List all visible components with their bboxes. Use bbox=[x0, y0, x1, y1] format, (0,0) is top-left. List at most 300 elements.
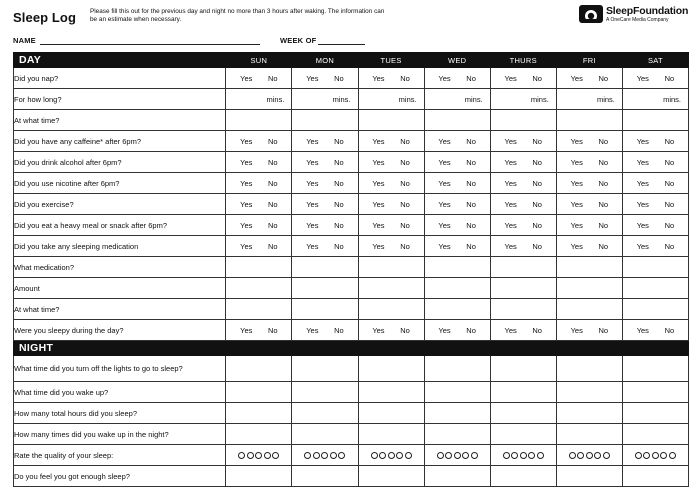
no-option[interactable]: No bbox=[532, 325, 542, 335]
answer-cell-mon[interactable] bbox=[292, 403, 358, 424]
answer-cell-sun[interactable] bbox=[226, 466, 292, 487]
answer-cell-fri[interactable] bbox=[556, 424, 622, 445]
answer-cell-mon[interactable] bbox=[292, 320, 358, 341]
answer-cell-sat[interactable] bbox=[622, 236, 688, 257]
rating-circle[interactable] bbox=[396, 452, 403, 459]
answer-cell-wed[interactable] bbox=[424, 278, 490, 299]
yes-option[interactable]: Yes bbox=[240, 220, 253, 230]
answer-cell-sun[interactable] bbox=[226, 257, 292, 278]
answer-cell-mon[interactable] bbox=[292, 356, 358, 382]
rating-circle[interactable] bbox=[454, 452, 461, 459]
answer-cell-fri[interactable] bbox=[556, 236, 622, 257]
no-option[interactable]: No bbox=[598, 157, 609, 167]
table-row bbox=[14, 299, 689, 320]
question-label: Amount bbox=[14, 278, 226, 299]
answer-cell-sat[interactable] bbox=[622, 299, 688, 320]
rating-circle[interactable] bbox=[511, 452, 518, 459]
yes-option[interactable]: Yes bbox=[504, 73, 517, 83]
answer-cell-sun[interactable] bbox=[226, 236, 292, 257]
yes-option[interactable]: Yes bbox=[240, 241, 253, 251]
no-option[interactable]: No bbox=[598, 73, 609, 83]
no-option[interactable]: No bbox=[598, 325, 609, 335]
yes-option[interactable]: Yes bbox=[240, 178, 253, 188]
rating-circle[interactable] bbox=[445, 452, 452, 459]
no-option[interactable]: No bbox=[334, 136, 344, 146]
answer-cell-thurs[interactable] bbox=[490, 110, 556, 131]
yes-option[interactable]: Yes bbox=[372, 241, 385, 251]
answer-cell-sun[interactable] bbox=[226, 68, 292, 89]
no-option[interactable]: No bbox=[268, 178, 278, 188]
answer-cell-wed[interactable] bbox=[424, 403, 490, 424]
yes-option[interactable]: Yes bbox=[636, 178, 649, 188]
rating-circle[interactable] bbox=[437, 452, 444, 459]
no-option[interactable]: No bbox=[598, 241, 609, 251]
no-option[interactable]: No bbox=[400, 136, 410, 146]
day-header-fri bbox=[556, 341, 622, 356]
yes-option[interactable]: Yes bbox=[438, 325, 451, 335]
yes-option[interactable]: Yes bbox=[372, 220, 385, 230]
answer-cell-mon[interactable] bbox=[292, 110, 358, 131]
answer-cell-wed[interactable] bbox=[424, 173, 490, 194]
no-option[interactable]: No bbox=[532, 157, 542, 167]
answer-cell-mon[interactable] bbox=[292, 68, 358, 89]
no-option[interactable]: No bbox=[334, 199, 344, 209]
no-option[interactable]: No bbox=[466, 136, 476, 146]
no-option[interactable]: No bbox=[466, 220, 476, 230]
answer-cell-tues[interactable] bbox=[358, 356, 424, 382]
answer-cell-tues[interactable] bbox=[358, 445, 424, 466]
answer-cell-sun[interactable] bbox=[226, 424, 292, 445]
yes-option[interactable]: Yes bbox=[504, 325, 517, 335]
yes-option[interactable]: Yes bbox=[240, 136, 253, 146]
table-row bbox=[14, 215, 689, 236]
yes-option[interactable]: Yes bbox=[306, 325, 319, 335]
no-option[interactable]: No bbox=[466, 157, 476, 167]
yes-no-options bbox=[226, 158, 291, 167]
answer-cell-thurs[interactable] bbox=[490, 356, 556, 382]
no-option[interactable]: No bbox=[268, 199, 278, 209]
yes-option[interactable]: Yes bbox=[570, 325, 583, 335]
yes-option[interactable]: Yes bbox=[372, 136, 385, 146]
answer-cell-sat[interactable] bbox=[622, 152, 688, 173]
answer-cell-tues[interactable] bbox=[358, 278, 424, 299]
no-option[interactable]: No bbox=[400, 178, 410, 188]
day-header-mon bbox=[292, 341, 358, 356]
answer-cell-tues[interactable] bbox=[358, 194, 424, 215]
yes-no-options bbox=[623, 200, 688, 209]
no-option[interactable]: No bbox=[268, 73, 278, 83]
yes-option[interactable]: Yes bbox=[306, 220, 319, 230]
answer-cell-sun[interactable] bbox=[226, 110, 292, 131]
rating-circle[interactable] bbox=[338, 452, 345, 459]
yes-option[interactable]: Yes bbox=[372, 199, 385, 209]
answer-cell-thurs[interactable] bbox=[490, 215, 556, 236]
day-header-wed: WED bbox=[424, 53, 490, 68]
yes-no-options bbox=[292, 179, 357, 188]
answer-cell-mon[interactable] bbox=[292, 424, 358, 445]
answer-cell-sat[interactable] bbox=[622, 68, 688, 89]
answer-cell-wed[interactable] bbox=[424, 236, 490, 257]
day-section-label: DAY bbox=[14, 53, 226, 68]
no-option[interactable]: No bbox=[532, 220, 542, 230]
rating-circle[interactable] bbox=[379, 452, 386, 459]
no-option[interactable]: No bbox=[664, 73, 675, 83]
no-option[interactable]: No bbox=[532, 199, 542, 209]
yes-option[interactable]: Yes bbox=[372, 73, 385, 83]
rating-circle[interactable] bbox=[371, 452, 378, 459]
no-option[interactable]: No bbox=[268, 157, 278, 167]
no-option[interactable]: No bbox=[664, 178, 675, 188]
answer-cell-mon[interactable] bbox=[292, 382, 358, 403]
rating-circle[interactable] bbox=[272, 452, 279, 459]
answer-cell-thurs[interactable] bbox=[490, 445, 556, 466]
yes-option[interactable]: Yes bbox=[240, 157, 253, 167]
answer-cell-sun[interactable] bbox=[226, 194, 292, 215]
answer-cell-tues[interactable] bbox=[358, 110, 424, 131]
answer-cell-wed[interactable] bbox=[424, 445, 490, 466]
answer-cell-thurs[interactable] bbox=[490, 320, 556, 341]
yes-option[interactable]: Yes bbox=[504, 241, 517, 251]
rating-circle[interactable] bbox=[255, 452, 262, 459]
answer-cell-sun[interactable] bbox=[226, 356, 292, 382]
no-option[interactable]: No bbox=[268, 220, 278, 230]
answer-cell-fri[interactable] bbox=[556, 356, 622, 382]
yes-option[interactable]: Yes bbox=[636, 73, 649, 83]
answer-cell-tues[interactable] bbox=[358, 215, 424, 236]
no-option[interactable]: No bbox=[664, 325, 675, 335]
answer-cell-tues[interactable] bbox=[358, 236, 424, 257]
answer-cell-thurs[interactable] bbox=[490, 131, 556, 152]
answer-cell-tues[interactable] bbox=[358, 403, 424, 424]
rating-circle[interactable] bbox=[264, 452, 271, 459]
answer-cell-fri[interactable] bbox=[556, 320, 622, 341]
answer-cell-wed[interactable] bbox=[424, 215, 490, 236]
rating-circle[interactable] bbox=[462, 452, 469, 459]
answer-cell-sun[interactable] bbox=[226, 382, 292, 403]
answer-cell-sun[interactable] bbox=[226, 445, 292, 466]
answer-cell-wed[interactable] bbox=[424, 257, 490, 278]
answer-cell-thurs[interactable] bbox=[490, 173, 556, 194]
yes-option[interactable]: Yes bbox=[438, 199, 451, 209]
rating-circle[interactable] bbox=[643, 452, 650, 459]
answer-cell-sun[interactable] bbox=[226, 173, 292, 194]
no-option[interactable]: No bbox=[532, 73, 542, 83]
answer-cell-sat[interactable] bbox=[622, 382, 688, 403]
answer-cell-sun[interactable] bbox=[226, 152, 292, 173]
answer-cell-mon[interactable] bbox=[292, 299, 358, 320]
answer-cell-sat[interactable] bbox=[622, 466, 688, 487]
yes-option[interactable]: Yes bbox=[570, 178, 583, 188]
answer-cell-sat[interactable] bbox=[622, 194, 688, 215]
answer-cell-sat[interactable] bbox=[622, 215, 688, 236]
answer-cell-mon[interactable] bbox=[292, 445, 358, 466]
answer-cell-sat[interactable] bbox=[622, 424, 688, 445]
no-option[interactable]: No bbox=[334, 73, 344, 83]
answer-cell-mon[interactable] bbox=[292, 131, 358, 152]
no-option[interactable]: No bbox=[664, 136, 675, 146]
rating-circle[interactable] bbox=[388, 452, 395, 459]
no-option[interactable]: No bbox=[664, 241, 675, 251]
answer-cell-wed[interactable] bbox=[424, 89, 490, 110]
yes-option[interactable]: Yes bbox=[306, 241, 319, 251]
rating-circle[interactable] bbox=[520, 452, 527, 459]
answer-cell-fri[interactable] bbox=[556, 194, 622, 215]
answer-cell-fri[interactable] bbox=[556, 215, 622, 236]
answer-cell-sat[interactable] bbox=[622, 320, 688, 341]
rating-circle[interactable] bbox=[321, 452, 328, 459]
answer-cell-wed[interactable] bbox=[424, 424, 490, 445]
answer-cell-sun[interactable] bbox=[226, 299, 292, 320]
no-option[interactable]: No bbox=[466, 73, 476, 83]
no-option[interactable]: No bbox=[334, 157, 344, 167]
answer-cell-mon[interactable] bbox=[292, 257, 358, 278]
answer-cell-fri[interactable] bbox=[556, 173, 622, 194]
no-option[interactable]: No bbox=[598, 178, 609, 188]
yes-option[interactable]: Yes bbox=[570, 199, 583, 209]
answer-cell-mon[interactable] bbox=[292, 215, 358, 236]
rating-circle[interactable] bbox=[471, 452, 478, 459]
yes-option[interactable]: Yes bbox=[504, 178, 517, 188]
yes-option[interactable]: Yes bbox=[570, 220, 583, 230]
rating-circle[interactable] bbox=[238, 452, 245, 459]
no-option[interactable]: No bbox=[532, 136, 542, 146]
answer-cell-tues[interactable] bbox=[358, 424, 424, 445]
answer-cell-fri[interactable] bbox=[556, 68, 622, 89]
answer-cell-sun[interactable] bbox=[226, 131, 292, 152]
answer-cell-mon[interactable] bbox=[292, 89, 358, 110]
yes-option[interactable]: Yes bbox=[372, 157, 385, 167]
answer-cell-fri[interactable] bbox=[556, 278, 622, 299]
answer-cell-fri[interactable] bbox=[556, 299, 622, 320]
yes-option[interactable]: Yes bbox=[570, 157, 583, 167]
answer-cell-thurs[interactable] bbox=[490, 403, 556, 424]
yes-option[interactable]: Yes bbox=[306, 178, 319, 188]
no-option[interactable]: No bbox=[400, 199, 410, 209]
table-row bbox=[14, 131, 689, 152]
rating-circle[interactable] bbox=[586, 452, 593, 459]
answer-cell-thurs[interactable] bbox=[490, 299, 556, 320]
answer-cell-fri[interactable] bbox=[556, 110, 622, 131]
yes-option[interactable]: Yes bbox=[570, 136, 583, 146]
no-option[interactable]: No bbox=[400, 220, 410, 230]
answer-cell-fri[interactable] bbox=[556, 445, 622, 466]
yes-option[interactable]: Yes bbox=[438, 73, 451, 83]
yes-option[interactable]: Yes bbox=[372, 178, 385, 188]
no-option[interactable]: No bbox=[466, 241, 476, 251]
yes-option[interactable]: Yes bbox=[636, 157, 649, 167]
answer-cell-sat[interactable] bbox=[622, 403, 688, 424]
no-option[interactable]: No bbox=[598, 136, 609, 146]
table-row bbox=[14, 152, 689, 173]
answer-cell-tues[interactable] bbox=[358, 382, 424, 403]
no-option[interactable]: No bbox=[664, 199, 675, 209]
answer-cell-wed[interactable] bbox=[424, 152, 490, 173]
answer-cell-sat[interactable] bbox=[622, 131, 688, 152]
yes-option[interactable]: Yes bbox=[240, 325, 253, 335]
rating-circle[interactable] bbox=[603, 452, 610, 459]
no-option[interactable]: No bbox=[400, 73, 410, 83]
name-field[interactable] bbox=[40, 44, 260, 45]
answer-cell-thurs[interactable] bbox=[490, 89, 556, 110]
yes-option[interactable]: Yes bbox=[240, 73, 253, 83]
answer-cell-mon[interactable] bbox=[292, 278, 358, 299]
answer-cell-thurs[interactable] bbox=[490, 236, 556, 257]
yes-option[interactable]: Yes bbox=[306, 157, 319, 167]
no-option[interactable]: No bbox=[268, 136, 278, 146]
answer-cell-mon[interactable] bbox=[292, 194, 358, 215]
answer-cell-fri[interactable] bbox=[556, 152, 622, 173]
rating-circle[interactable] bbox=[669, 452, 676, 459]
answer-cell-fri[interactable] bbox=[556, 466, 622, 487]
answer-cell-sat[interactable] bbox=[622, 356, 688, 382]
yes-option[interactable]: Yes bbox=[636, 136, 649, 146]
answer-cell-thurs[interactable] bbox=[490, 257, 556, 278]
yes-option[interactable]: Yes bbox=[636, 325, 649, 335]
yes-option[interactable]: Yes bbox=[504, 220, 517, 230]
answer-cell-tues[interactable] bbox=[358, 320, 424, 341]
yes-option[interactable]: Yes bbox=[438, 178, 451, 188]
rating-circle[interactable] bbox=[330, 452, 337, 459]
no-option[interactable]: No bbox=[466, 199, 476, 209]
question-label: Did you eat a heavy meal or snack after 6pm? bbox=[14, 215, 226, 236]
answer-cell-sun[interactable] bbox=[226, 89, 292, 110]
yes-no-options bbox=[359, 200, 424, 209]
answer-cell-tues[interactable] bbox=[358, 173, 424, 194]
no-option[interactable]: No bbox=[532, 178, 542, 188]
answer-cell-tues[interactable] bbox=[358, 89, 424, 110]
yes-no-options bbox=[292, 74, 357, 83]
answer-cell-tues[interactable] bbox=[358, 152, 424, 173]
no-option[interactable]: No bbox=[334, 220, 344, 230]
rating-circle[interactable] bbox=[577, 452, 584, 459]
rating-circle[interactable] bbox=[569, 452, 576, 459]
answer-cell-thurs[interactable] bbox=[490, 278, 556, 299]
yes-no-options bbox=[292, 137, 357, 146]
yes-no-options bbox=[623, 326, 688, 335]
answer-cell-sat[interactable] bbox=[622, 257, 688, 278]
answer-cell-sun[interactable] bbox=[226, 215, 292, 236]
yes-option[interactable]: Yes bbox=[372, 325, 385, 335]
rating-circle[interactable] bbox=[405, 452, 412, 459]
no-option[interactable]: No bbox=[466, 178, 476, 188]
no-option[interactable]: No bbox=[466, 325, 476, 335]
answer-cell-tues[interactable] bbox=[358, 68, 424, 89]
yes-option[interactable]: Yes bbox=[636, 241, 649, 251]
no-option[interactable]: No bbox=[334, 325, 344, 335]
yes-option[interactable]: Yes bbox=[306, 199, 319, 209]
answer-cell-tues[interactable] bbox=[358, 466, 424, 487]
answer-cell-mon[interactable] bbox=[292, 236, 358, 257]
answer-cell-tues[interactable] bbox=[358, 131, 424, 152]
no-option[interactable]: No bbox=[334, 241, 344, 251]
rating-circle[interactable] bbox=[313, 452, 320, 459]
yes-option[interactable]: Yes bbox=[438, 157, 451, 167]
answer-cell-thurs[interactable] bbox=[490, 424, 556, 445]
answer-cell-wed[interactable] bbox=[424, 466, 490, 487]
answer-cell-wed[interactable] bbox=[424, 320, 490, 341]
yes-option[interactable]: Yes bbox=[438, 241, 451, 251]
yes-option[interactable]: Yes bbox=[636, 199, 649, 209]
question-label: Did you have any caffeine* after 6pm? bbox=[14, 131, 226, 152]
rating-circle[interactable] bbox=[594, 452, 601, 459]
no-option[interactable]: No bbox=[334, 178, 344, 188]
answer-cell-sun[interactable] bbox=[226, 278, 292, 299]
yes-option[interactable]: Yes bbox=[570, 73, 583, 83]
answer-cell-sat[interactable] bbox=[622, 173, 688, 194]
answer-cell-mon[interactable] bbox=[292, 466, 358, 487]
answer-cell-wed[interactable] bbox=[424, 68, 490, 89]
answer-cell-wed[interactable] bbox=[424, 131, 490, 152]
answer-cell-wed[interactable] bbox=[424, 194, 490, 215]
answer-cell-fri[interactable] bbox=[556, 89, 622, 110]
answer-cell-thurs[interactable] bbox=[490, 68, 556, 89]
yes-option[interactable]: Yes bbox=[504, 199, 517, 209]
no-option[interactable]: No bbox=[268, 241, 278, 251]
no-option[interactable]: No bbox=[400, 241, 410, 251]
rating-circle[interactable] bbox=[652, 452, 659, 459]
answer-cell-wed[interactable] bbox=[424, 356, 490, 382]
no-option[interactable]: No bbox=[400, 325, 410, 335]
answer-cell-fri[interactable] bbox=[556, 257, 622, 278]
answer-cell-mon[interactable] bbox=[292, 173, 358, 194]
week-of-field[interactable] bbox=[318, 44, 365, 45]
answer-cell-mon[interactable] bbox=[292, 152, 358, 173]
answer-cell-fri[interactable] bbox=[556, 403, 622, 424]
rating-circle[interactable] bbox=[503, 452, 510, 459]
answer-cell-thurs[interactable] bbox=[490, 466, 556, 487]
answer-cell-sun[interactable] bbox=[226, 403, 292, 424]
answer-cell-tues[interactable] bbox=[358, 257, 424, 278]
answer-cell-thurs[interactable] bbox=[490, 152, 556, 173]
no-option[interactable]: No bbox=[532, 241, 542, 251]
yes-option[interactable]: Yes bbox=[504, 157, 517, 167]
answer-cell-thurs[interactable] bbox=[490, 194, 556, 215]
no-option[interactable]: No bbox=[400, 157, 410, 167]
rating-circle[interactable] bbox=[635, 452, 642, 459]
rating-circle[interactable] bbox=[537, 452, 544, 459]
no-option[interactable]: No bbox=[598, 199, 609, 209]
answer-cell-fri[interactable] bbox=[556, 131, 622, 152]
yes-option[interactable]: Yes bbox=[570, 241, 583, 251]
yes-option[interactable]: Yes bbox=[504, 136, 517, 146]
rating-circle[interactable] bbox=[528, 452, 535, 459]
yes-option[interactable]: Yes bbox=[306, 136, 319, 146]
answer-cell-sat[interactable] bbox=[622, 278, 688, 299]
rating-circle[interactable] bbox=[304, 452, 311, 459]
answer-cell-wed[interactable] bbox=[424, 299, 490, 320]
rating-circle[interactable] bbox=[660, 452, 667, 459]
no-option[interactable]: No bbox=[664, 157, 675, 167]
no-option[interactable]: No bbox=[664, 220, 675, 230]
answer-cell-wed[interactable] bbox=[424, 110, 490, 131]
yes-option[interactable]: Yes bbox=[306, 73, 319, 83]
answer-cell-wed[interactable] bbox=[424, 382, 490, 403]
yes-option[interactable]: Yes bbox=[636, 220, 649, 230]
yes-option[interactable]: Yes bbox=[240, 199, 253, 209]
yes-option[interactable]: Yes bbox=[438, 220, 451, 230]
no-option[interactable]: No bbox=[268, 325, 278, 335]
rating-circle[interactable] bbox=[247, 452, 254, 459]
yes-option[interactable]: Yes bbox=[438, 136, 451, 146]
answer-cell-sat[interactable] bbox=[622, 110, 688, 131]
answer-cell-fri[interactable] bbox=[556, 382, 622, 403]
no-option[interactable]: No bbox=[598, 220, 609, 230]
answer-cell-sat[interactable] bbox=[622, 89, 688, 110]
answer-cell-tues[interactable] bbox=[358, 299, 424, 320]
answer-cell-sat[interactable] bbox=[622, 445, 688, 466]
answer-cell-thurs[interactable] bbox=[490, 382, 556, 403]
answer-cell-sun[interactable] bbox=[226, 320, 292, 341]
